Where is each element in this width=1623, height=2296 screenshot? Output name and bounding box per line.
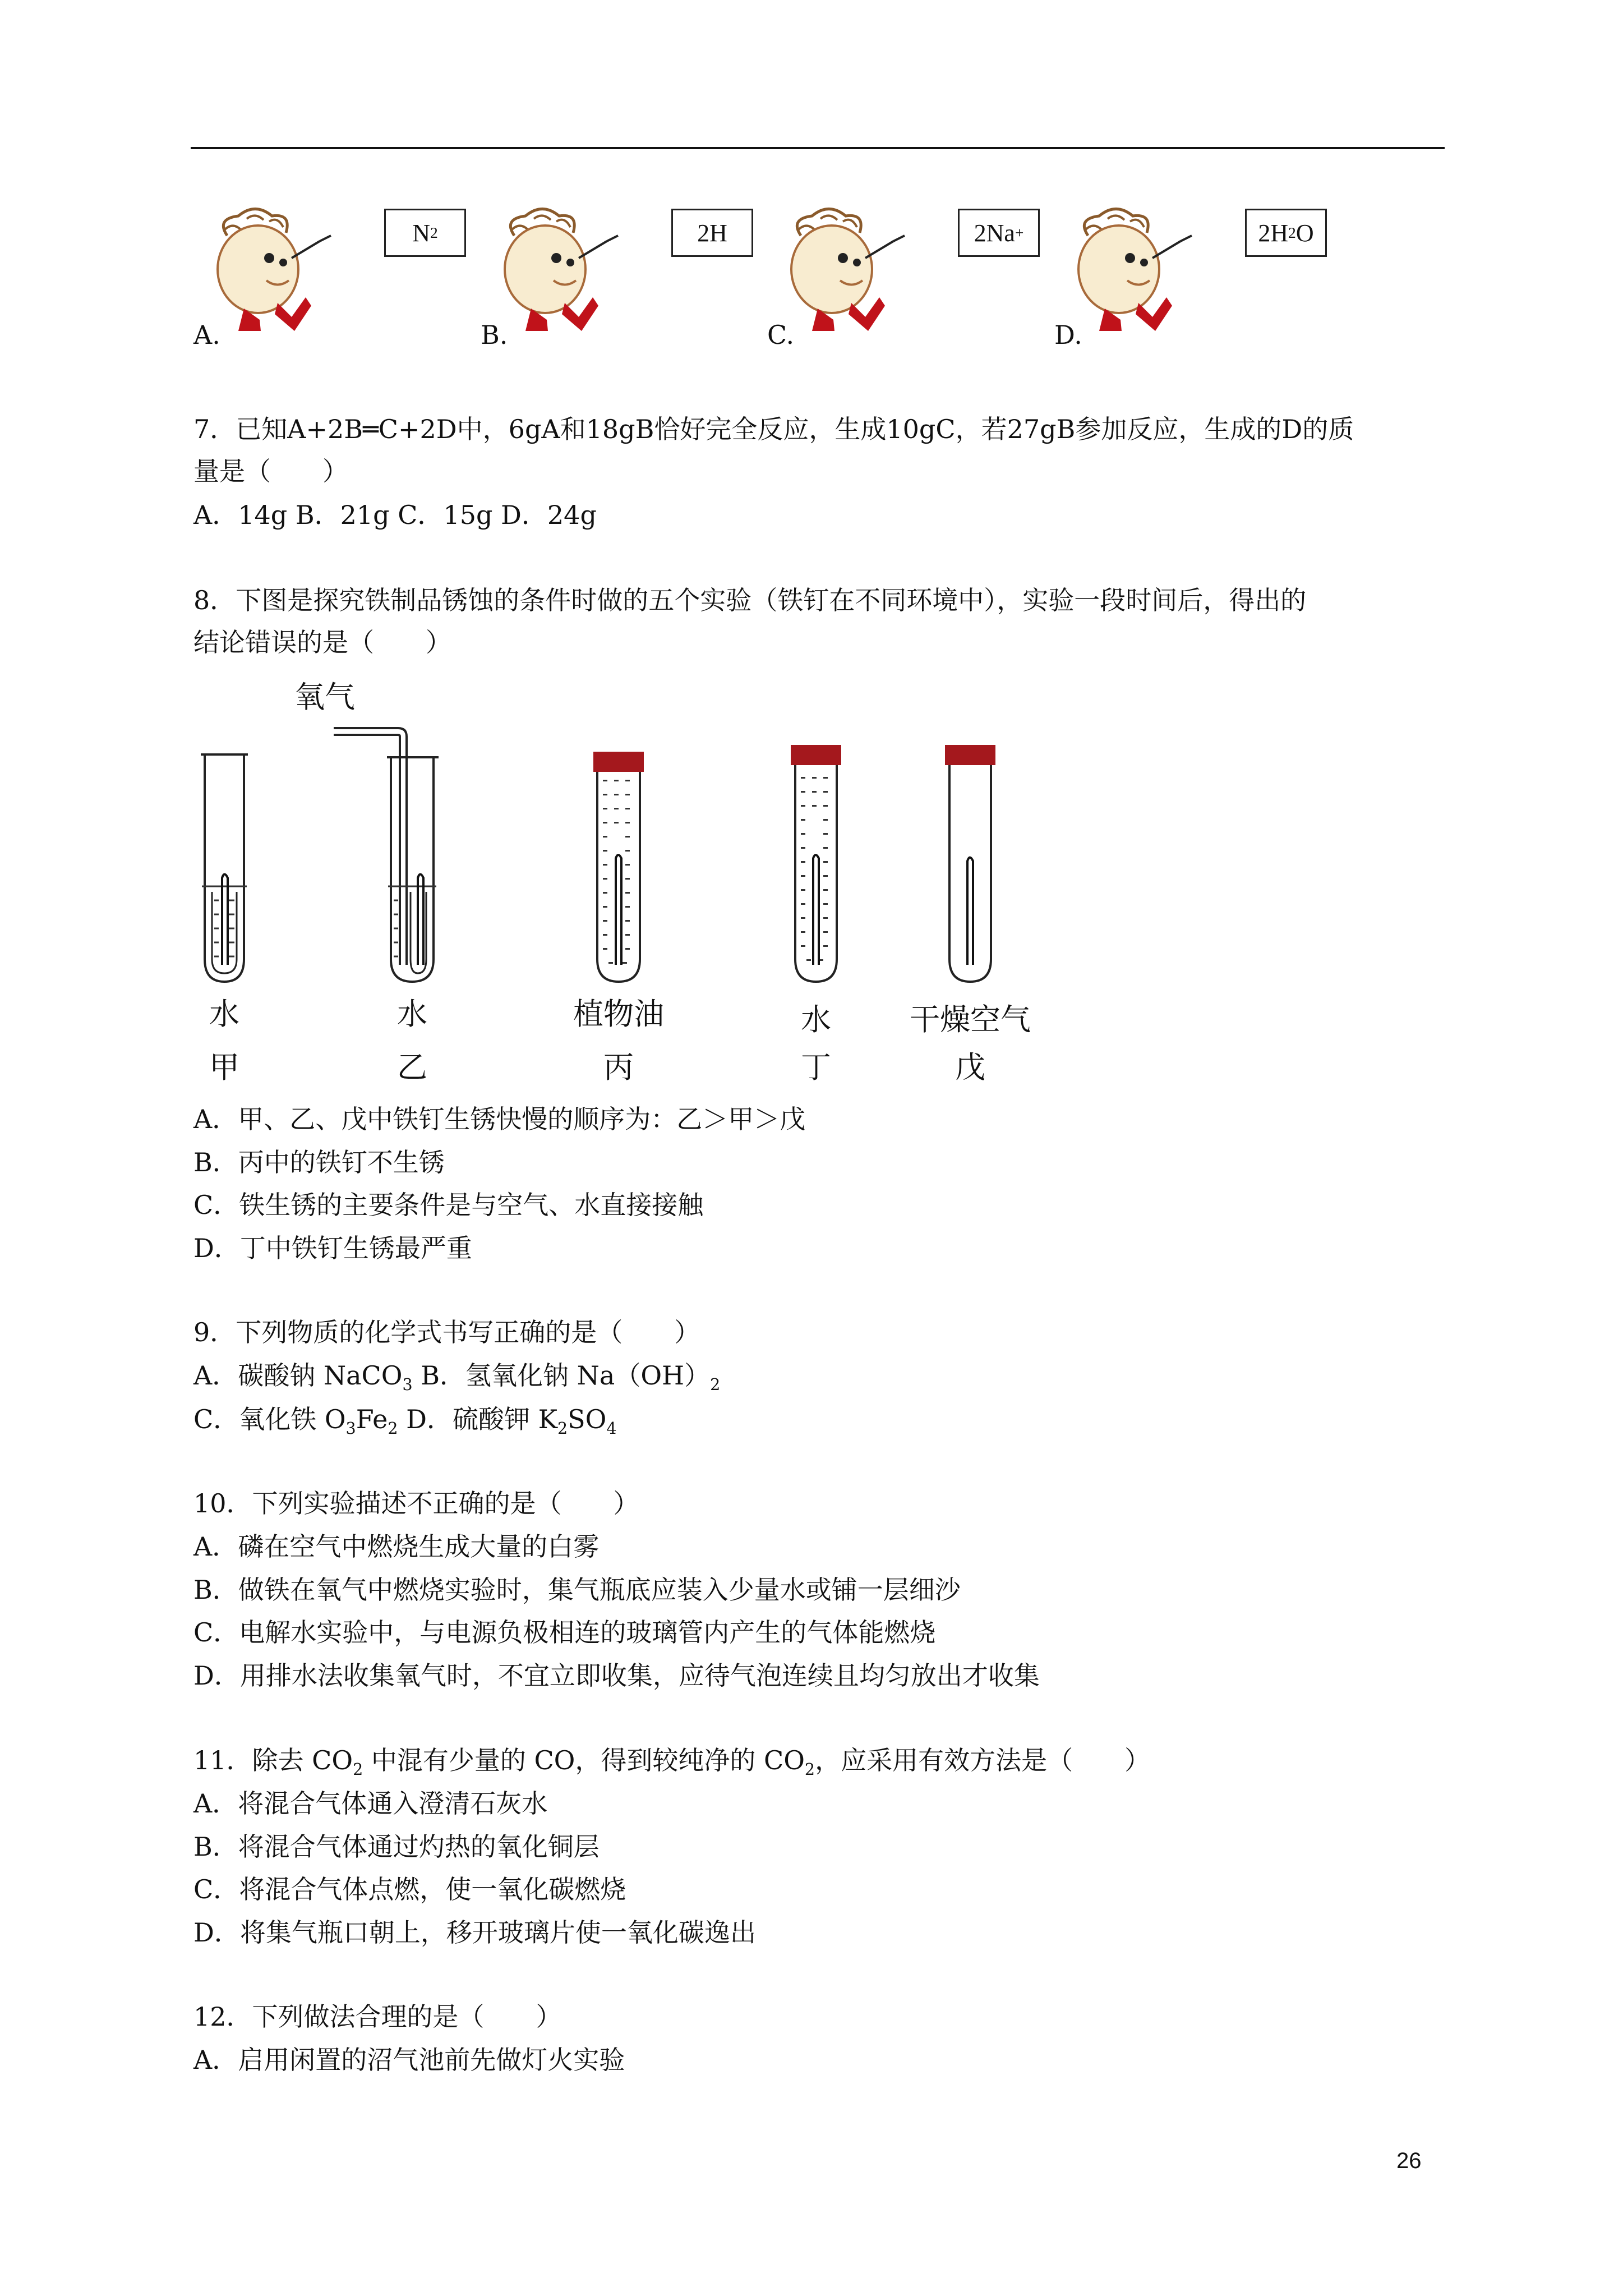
option-c-mascot[interactable]	[767, 196, 1024, 359]
q7-stem-line1: 7．已知A+2B═C+2D中，6gA和18gB恰好完全反应，生成10gC，若27gB参加反应，生成的D的质	[193, 414, 1354, 444]
tube-bing	[593, 752, 644, 982]
option-b-mascot[interactable]	[481, 196, 727, 359]
q8-option-a: A．甲、乙、戊中铁钉生锈快慢的顺序为：乙＞甲＞戊	[193, 1104, 806, 1134]
tube-jia-content: 水	[209, 996, 239, 1032]
formula-card: N 2	[384, 209, 466, 257]
q8-option-b: B．丙中的铁钉不生锈	[193, 1147, 445, 1177]
q8-stem-line1: 8．下图是探究铁制品锈蚀的条件时做的五个实验（铁钉在不同环境中），实验一段时间后，得出的	[193, 585, 1307, 615]
tube-yi-content: 水	[397, 996, 427, 1032]
q10-option-c: C．电解水实验中，与电源负极相连的玻璃管内产生的气体能燃烧	[193, 1617, 936, 1648]
option-a-mascot[interactable]	[193, 196, 438, 359]
mascot-face-icon	[218, 209, 331, 332]
q8-option-c: C．铁生锈的主要条件是与空气、水直接接触	[193, 1190, 704, 1220]
tube-ding-name: 丁	[801, 1050, 831, 1085]
header-rule	[191, 147, 1445, 149]
page-number: 26	[1396, 2148, 1422, 2173]
tube-wu	[945, 745, 995, 982]
q8-stem-line2: 结论错误的是（ ）	[193, 627, 451, 657]
option-letter: C.	[767, 320, 795, 350]
q10-option-a: A．磷在空气中燃烧生成大量的白雾	[193, 1531, 600, 1562]
tube-jia	[201, 754, 248, 982]
q11-option-d: D．将集气瓶口朝上，移开玻璃片使一氧化碳逸出	[193, 1917, 756, 1948]
test-tubes-diagram	[185, 673, 1082, 987]
q11-option-c: C．将混合气体点燃，使一氧化碳燃烧	[193, 1874, 626, 1904]
formula-card: 2H	[671, 209, 753, 257]
oxygen-label: 氧气	[294, 679, 355, 715]
q12-stem: 12．下列做法合理的是（ ）	[193, 2001, 562, 2032]
formula-card: 2Na +	[958, 209, 1040, 257]
formula-card: 2H 2 O	[1245, 209, 1327, 257]
tube-bing-name: 丙	[603, 1050, 634, 1085]
q7-stem-line2: 量是（ ）	[193, 456, 348, 486]
tube-wu-content: 干燥空气	[910, 1002, 1031, 1037]
q9-options-cd: C．氧化铁 $O_3Fe_2$ D．硫酸钾 $K_2SO_4$	[193, 1404, 617, 1438]
q12-option-a: A．启用闲置的沼气池前先做灯火实验	[193, 2045, 625, 2075]
q9-stem: 9．下列物质的化学式书写正确的是（ ）	[193, 1317, 700, 1347]
option-letter: D.	[1054, 320, 1082, 350]
mascot-face-icon	[505, 209, 618, 332]
tube-jia-name: 甲	[209, 1050, 239, 1085]
option-d-mascot[interactable]	[1054, 196, 1314, 359]
q10-stem: 10．下列实验描述不正确的是（ ）	[193, 1488, 639, 1519]
option-letter: B.	[481, 320, 508, 350]
q11-option-b: B．将混合气体通过灼热的氧化铜层	[193, 1832, 600, 1862]
q9-options-ab: A．碳酸钠 NaCO$_3$ B．氢氧化钠 $Na(OH)_2$	[193, 1360, 721, 1395]
q10-option-d: D．用排水法收集氧气时，不宜立即收集，应待气泡连续且均匀放出才收集	[193, 1660, 1040, 1691]
q10-option-b: B．做铁在氧气中燃烧实验时，集气瓶底应装入少量水或铺一层细沙	[193, 1575, 961, 1605]
tube-yi-name: 乙	[397, 1050, 427, 1085]
mascot-face-icon	[791, 209, 905, 332]
q8-option-d: D．丁中铁钉生锈最严重	[193, 1233, 472, 1263]
option-letter: A.	[193, 320, 220, 350]
mascot-face-icon	[1078, 209, 1192, 332]
tube-wu-name: 戊	[955, 1050, 985, 1085]
q6-mascot-options	[0, 196, 1623, 365]
tube-ding-content: 水	[801, 1002, 831, 1037]
tube-bing-content: 植物油	[573, 996, 664, 1032]
q7-options: A．14g B．21g C．15g D．24g	[193, 500, 597, 530]
iron-rust-experiment-figure	[185, 673, 1082, 1099]
tube-ding	[791, 745, 841, 982]
q11-stem: 11．除去 $CO_2$ 中混有少量的 CO，得到较纯净的 $CO_2$，应采用有效方法是（ ）	[193, 1745, 1151, 1779]
q11-option-a: A．将混合气体通入澄清石灰水	[193, 1788, 548, 1819]
tube-yi	[387, 757, 439, 982]
